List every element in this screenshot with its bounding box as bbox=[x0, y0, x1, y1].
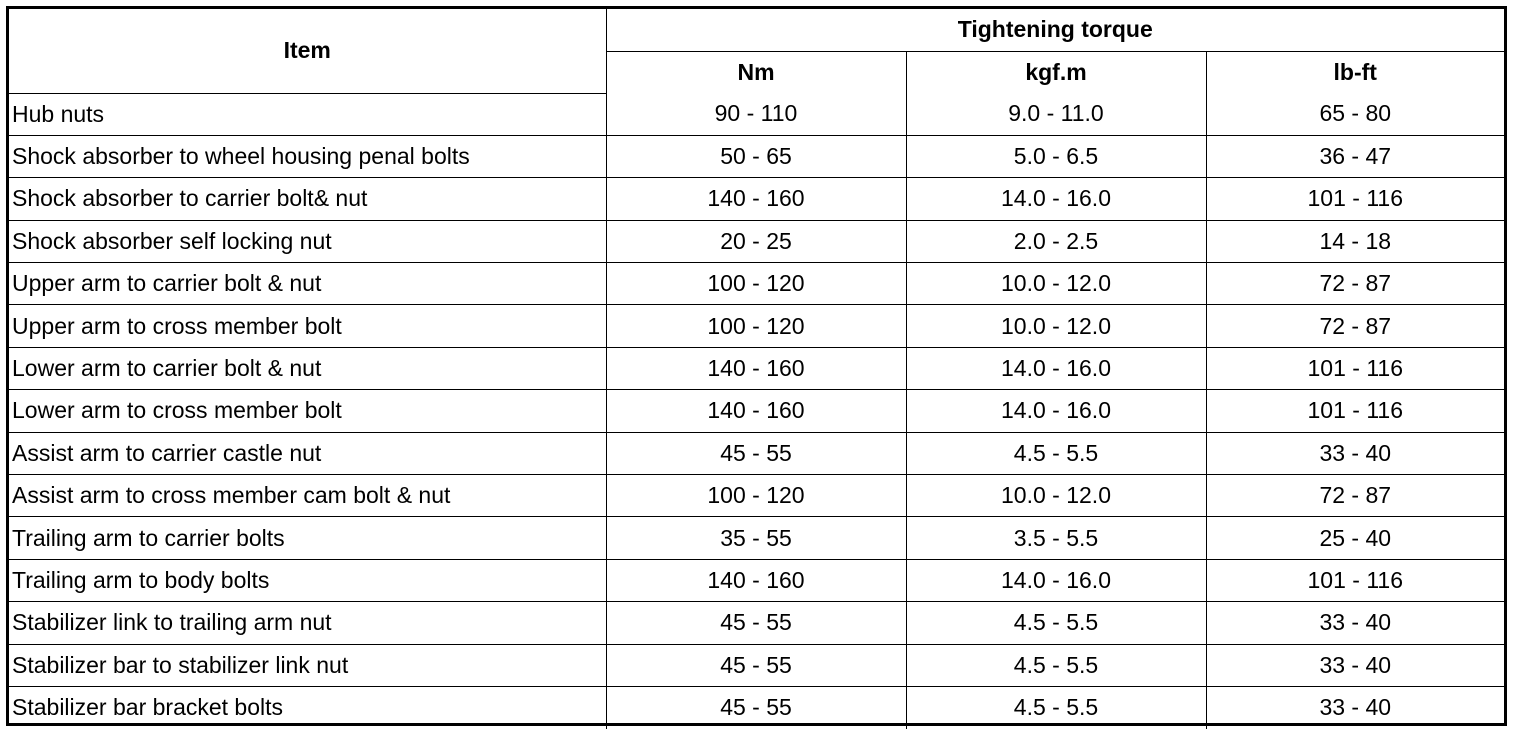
kgfm-cell: 5.0 - 6.5 bbox=[906, 135, 1206, 177]
kgfm-cell: 14.0 - 16.0 bbox=[906, 347, 1206, 389]
torque-spec-table bbox=[9, 9, 1504, 729]
kgfm-cell: 3.5 - 5.5 bbox=[906, 517, 1206, 559]
lbft-cell: 33 - 40 bbox=[1206, 644, 1504, 686]
item-cell: Trailing arm to carrier bolts bbox=[9, 517, 606, 559]
lbft-cell: 101 - 116 bbox=[1206, 390, 1504, 432]
table-row bbox=[9, 475, 1504, 517]
table-row bbox=[9, 390, 1504, 432]
lbft-cell: 33 - 40 bbox=[1206, 602, 1504, 644]
table-row bbox=[9, 305, 1504, 347]
item-cell: Assist arm to carrier castle nut bbox=[9, 432, 606, 474]
torque-spec-table-frame bbox=[6, 6, 1507, 726]
nm-cell: 100 - 120 bbox=[606, 305, 906, 347]
item-cell: Lower arm to carrier bolt & nut bbox=[9, 347, 606, 389]
lbft-cell: 101 - 116 bbox=[1206, 347, 1504, 389]
nm-cell: 140 - 160 bbox=[606, 347, 906, 389]
item-cell: Upper arm to cross member bolt bbox=[9, 305, 606, 347]
lbft-column-header: lb-ft bbox=[1206, 51, 1504, 93]
table-row bbox=[9, 220, 1504, 262]
kgfm-cell: 4.5 - 5.5 bbox=[906, 432, 1206, 474]
table-row bbox=[9, 602, 1504, 644]
item-cell: Lower arm to cross member bolt bbox=[9, 390, 606, 432]
lbft-cell: 14 - 18 bbox=[1206, 220, 1504, 262]
kgfm-cell: 10.0 - 12.0 bbox=[906, 263, 1206, 305]
lbft-cell: 72 - 87 bbox=[1206, 305, 1504, 347]
lbft-cell: 65 - 80 bbox=[1206, 93, 1504, 135]
lbft-cell: 101 - 116 bbox=[1206, 178, 1504, 220]
table-row bbox=[9, 93, 1504, 135]
header-row-group bbox=[9, 9, 1504, 51]
table-row bbox=[9, 178, 1504, 220]
item-cell: Assist arm to cross member cam bolt & nut bbox=[9, 475, 606, 517]
kgfm-cell: 2.0 - 2.5 bbox=[906, 220, 1206, 262]
nm-cell: 100 - 120 bbox=[606, 475, 906, 517]
nm-cell: 50 - 65 bbox=[606, 135, 906, 177]
lbft-cell: 25 - 40 bbox=[1206, 517, 1504, 559]
kgfm-column-header: kgf.m bbox=[906, 51, 1206, 93]
lbft-cell: 33 - 40 bbox=[1206, 686, 1504, 728]
kgfm-cell: 4.5 - 5.5 bbox=[906, 644, 1206, 686]
lbft-cell: 101 - 116 bbox=[1206, 559, 1504, 601]
tightening-torque-header: Tightening torque bbox=[606, 9, 1504, 51]
nm-cell: 140 - 160 bbox=[606, 390, 906, 432]
table-row bbox=[9, 517, 1504, 559]
nm-column-header: Nm bbox=[606, 51, 906, 93]
item-cell: Trailing arm to body bolts bbox=[9, 559, 606, 601]
item-cell: Shock absorber to wheel housing penal bolts bbox=[9, 135, 606, 177]
kgfm-cell: 14.0 - 16.0 bbox=[906, 559, 1206, 601]
table-row bbox=[9, 644, 1504, 686]
item-cell: Stabilizer link to trailing arm nut bbox=[9, 602, 606, 644]
nm-cell: 90 - 110 bbox=[606, 93, 906, 135]
table-row bbox=[9, 559, 1504, 601]
nm-cell: 45 - 55 bbox=[606, 644, 906, 686]
lbft-cell: 72 - 87 bbox=[1206, 263, 1504, 305]
item-cell: Upper arm to carrier bolt & nut bbox=[9, 263, 606, 305]
table-row bbox=[9, 432, 1504, 474]
item-cell: Hub nuts bbox=[9, 93, 606, 135]
kgfm-cell: 10.0 - 12.0 bbox=[906, 305, 1206, 347]
nm-cell: 20 - 25 bbox=[606, 220, 906, 262]
kgfm-cell: 10.0 - 12.0 bbox=[906, 475, 1206, 517]
lbft-cell: 33 - 40 bbox=[1206, 432, 1504, 474]
nm-cell: 140 - 160 bbox=[606, 559, 906, 601]
item-cell: Stabilizer bar to stabilizer link nut bbox=[9, 644, 606, 686]
kgfm-cell: 9.0 - 11.0 bbox=[906, 93, 1206, 135]
table-row bbox=[9, 135, 1504, 177]
kgfm-cell: 4.5 - 5.5 bbox=[906, 602, 1206, 644]
kgfm-cell: 4.5 - 5.5 bbox=[906, 686, 1206, 728]
table-row bbox=[9, 686, 1504, 728]
torque-table-body bbox=[9, 93, 1504, 729]
table-row bbox=[9, 263, 1504, 305]
table-row bbox=[9, 347, 1504, 389]
lbft-cell: 36 - 47 bbox=[1206, 135, 1504, 177]
kgfm-cell: 14.0 - 16.0 bbox=[906, 390, 1206, 432]
nm-cell: 45 - 55 bbox=[606, 602, 906, 644]
nm-cell: 140 - 160 bbox=[606, 178, 906, 220]
nm-cell: 45 - 55 bbox=[606, 432, 906, 474]
lbft-cell: 72 - 87 bbox=[1206, 475, 1504, 517]
item-column-header: Item bbox=[9, 9, 606, 93]
nm-cell: 35 - 55 bbox=[606, 517, 906, 559]
item-cell: Shock absorber to carrier bolt& nut bbox=[9, 178, 606, 220]
item-cell: Shock absorber self locking nut bbox=[9, 220, 606, 262]
item-cell: Stabilizer bar bracket bolts bbox=[9, 686, 606, 728]
kgfm-cell: 14.0 - 16.0 bbox=[906, 178, 1206, 220]
nm-cell: 45 - 55 bbox=[606, 686, 906, 728]
nm-cell: 100 - 120 bbox=[606, 263, 906, 305]
